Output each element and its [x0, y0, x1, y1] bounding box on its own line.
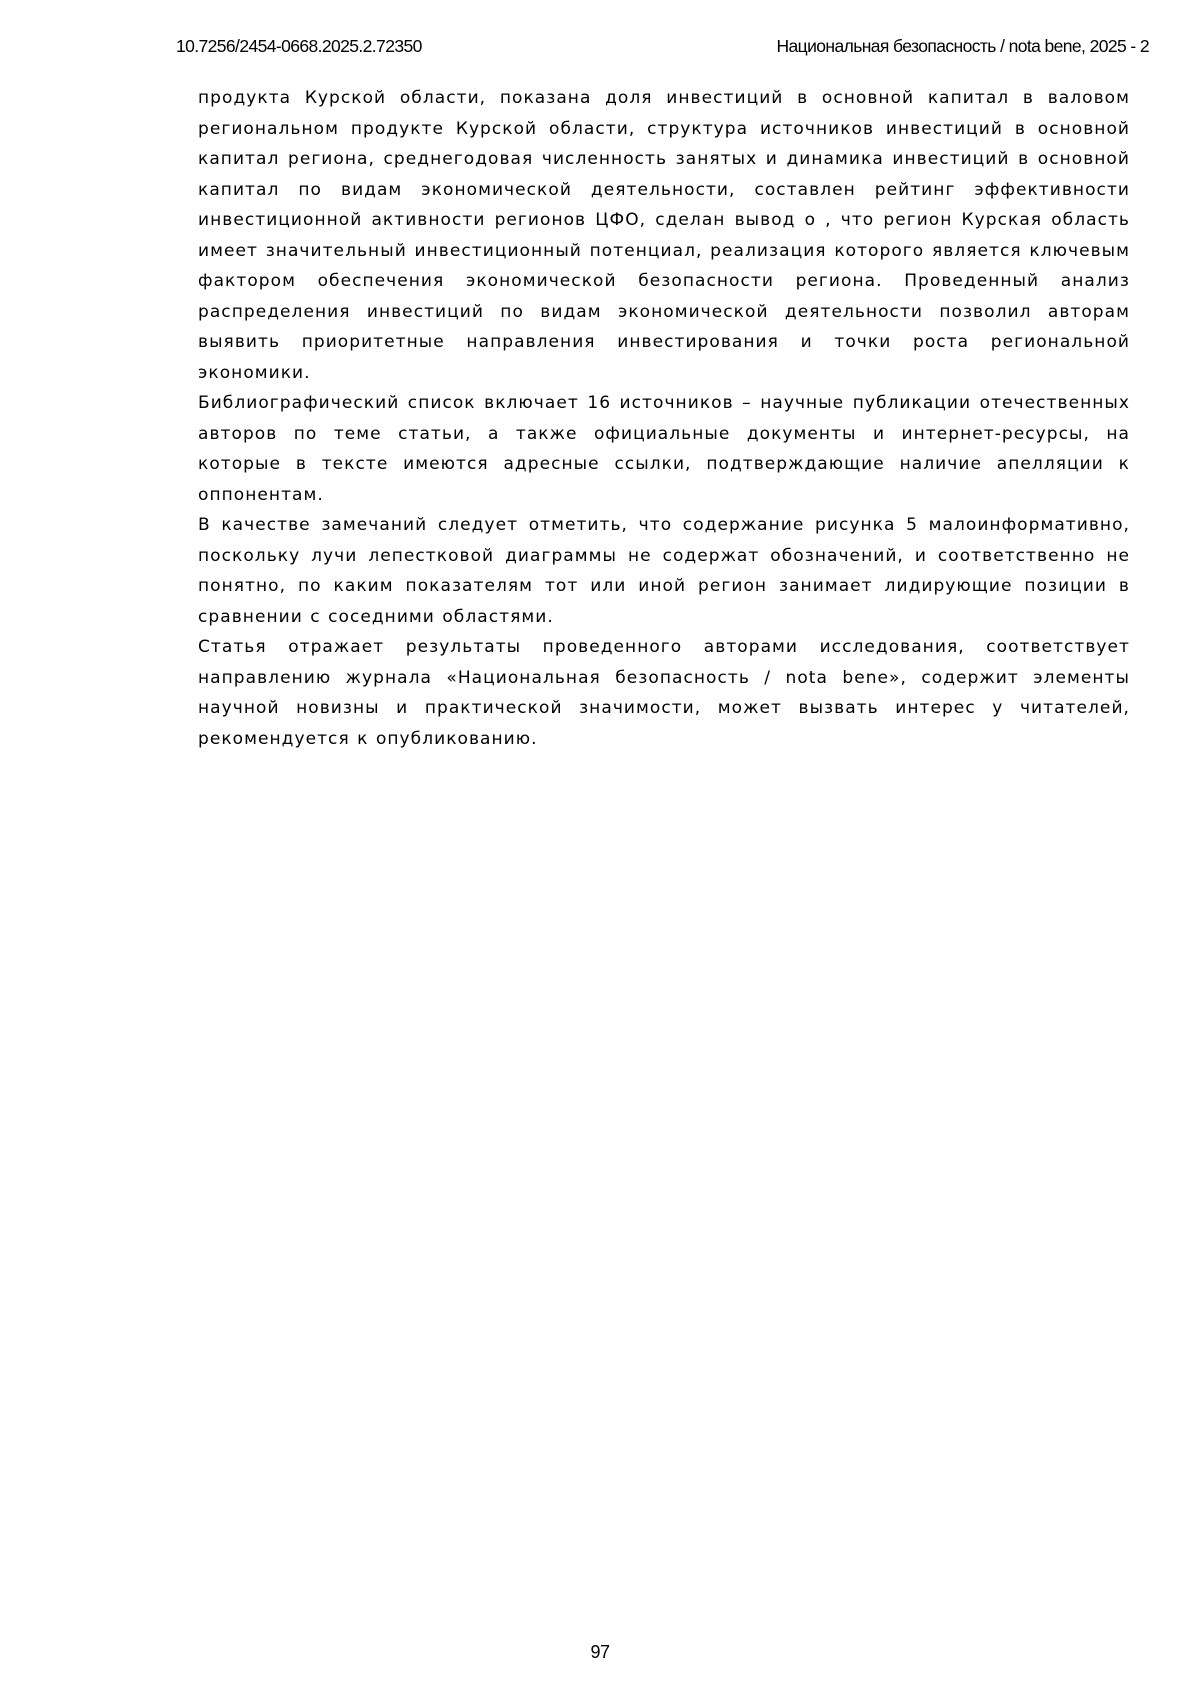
journal-title: Национальная безопасность / nota bene, 2025 - 2	[776, 36, 1149, 56]
doi-label: 10.7256/2454-0668.2025.2.72350	[176, 36, 422, 56]
page-number: 97	[590, 1642, 610, 1662]
page-header	[0, 36, 1200, 62]
article-body	[198, 83, 1130, 754]
paragraph: Библиографический список включает 16 источников – научные публикации отечественных авторов по теме статьи, а также официальные документы и интернет-ресурсы, на которые в тексте имеются адресные ссылки, подтверждающие наличие апелляции к оппонентам.	[198, 393, 1130, 505]
paragraph: В качестве замечаний следует отметить, что содержание рисунка 5 малоинформативно, поскольку лучи лепестковой диаграммы не содержат обозначений, и соответственно не понятно, по каким показателям тот или иной регион занимает лидирующие позиции в сравнении с соседними областями.	[198, 515, 1130, 627]
paragraph: продукта Курской области, показана доля инвестиций в основной капитал в валовом региональном продукте Курской области, структура источников инвестиций в основной капитал региона, среднегодовая численность занятых и динамика инвестиций в основной капитал по видам экономической деятельности, составлен рейтинг эффективности инвестиционной активности регионов ЦФО, сделан вывод о , что регион Курская область имеет значительный инвестиционный потенциал, реализация которого является ключевым фактором обеспечения экономической безопасности региона. Проведенный анализ распределения инвестиций по видам экономической деятельности позволил авторам выявить приоритетные направления инвестирования и точки роста региональной экономики.	[198, 88, 1130, 383]
paragraph: Статья отражает результаты проведенного авторами исследования, соответствует направлению журнала «Национальная безопасность / nota bene», содержит элементы научной новизны и практической значимости, может вызвать интерес у читателей, рекомендуется к опубликованию.	[198, 637, 1130, 749]
